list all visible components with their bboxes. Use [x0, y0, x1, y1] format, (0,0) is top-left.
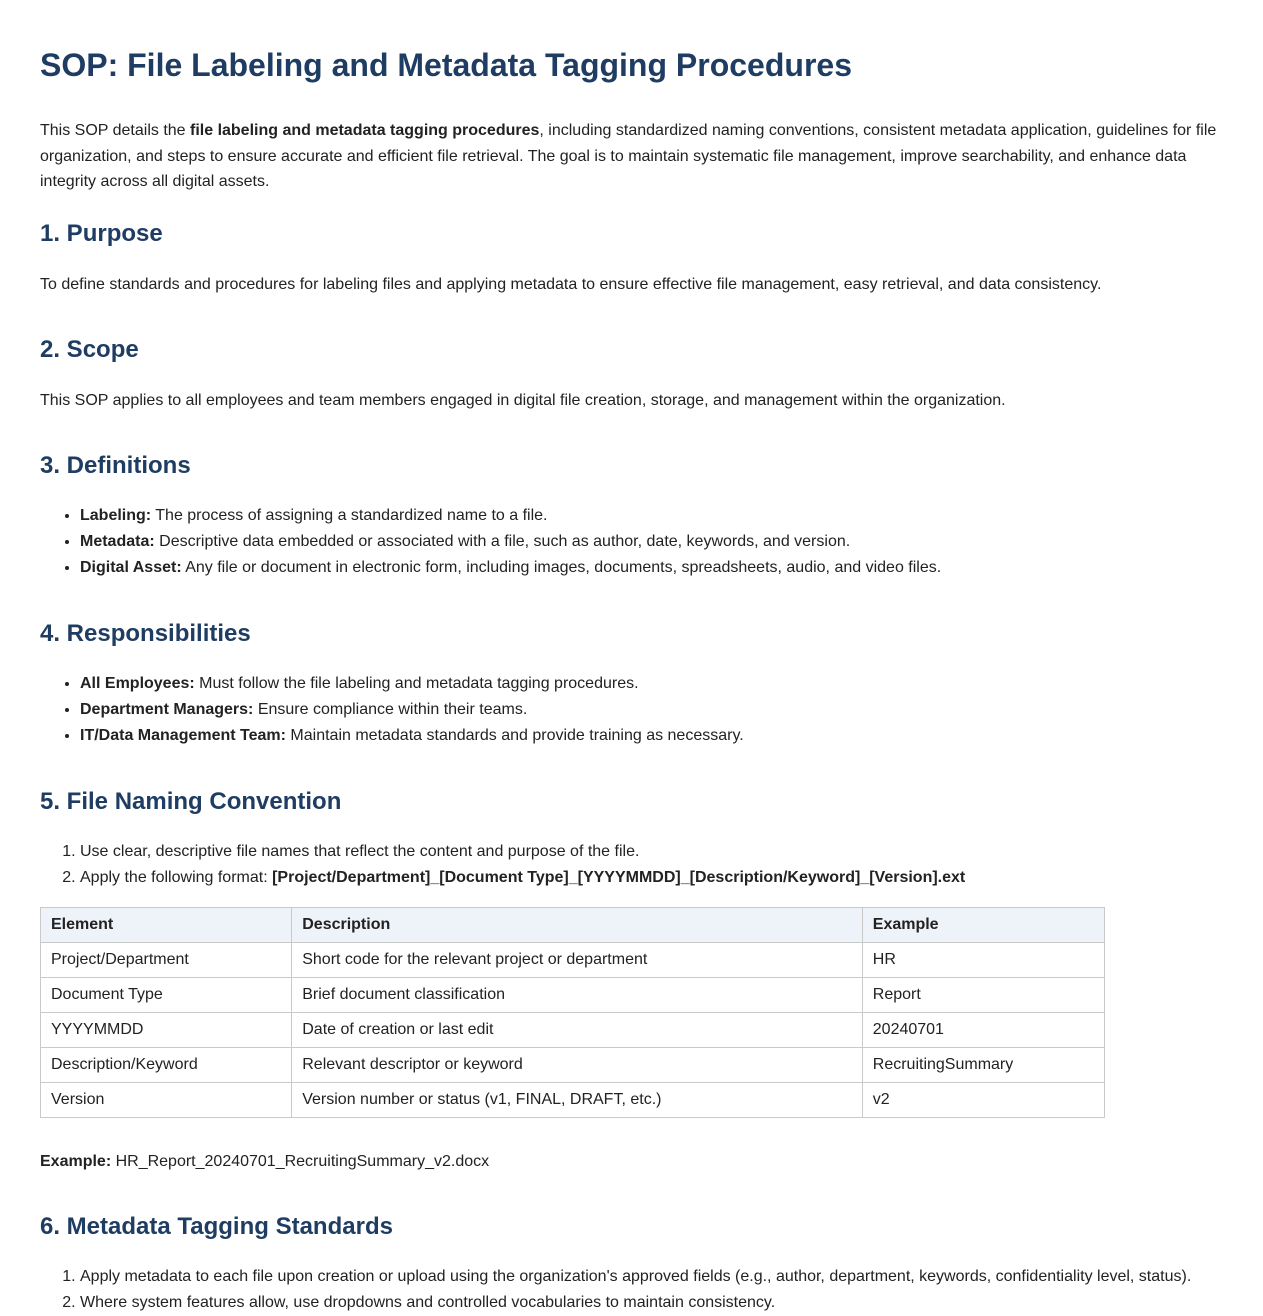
metadata-step-text: Where system features allow, use dropdowns and controlled vocabularies to maintain consistency.: [80, 1293, 776, 1311]
responsibility-text: Maintain metadata standards and provide training as necessary.: [285, 726, 744, 744]
table-cell: Description/Keyword: [41, 1047, 292, 1082]
responsibility-text: Must follow the file labeling and metadata tagging procedures.: [194, 674, 639, 692]
table-cell: RecruitingSummary: [862, 1047, 1104, 1082]
example-label: Example:: [40, 1152, 112, 1170]
column-header: Description: [292, 907, 863, 942]
table-cell: HR: [862, 942, 1104, 977]
list-item: [80, 529, 1223, 555]
table-row: [41, 977, 1105, 1012]
list-item: [80, 865, 1223, 891]
naming-heading: 5. File Naming Convention: [40, 787, 342, 815]
table-cell: Brief document classification: [292, 977, 863, 1012]
table-cell: Version number or status (v1, FINAL, DRAFT, etc.): [292, 1082, 863, 1117]
responsibility-role: All Employees:: [80, 674, 195, 692]
definition-term: Labeling:: [80, 506, 152, 524]
table-cell: v2: [862, 1082, 1104, 1117]
definition-text: The process of assigning a standardized name to a file.: [151, 506, 548, 524]
naming-step-text: Use clear, descriptive file names that reflect the content and purpose of the file.: [80, 842, 640, 860]
definition-term: Digital Asset:: [80, 558, 182, 576]
metadata-step-text: Apply metadata to each file upon creation or upload using the organization's approved fields (e.g., author, department, keywords, confidentiality level, status).: [80, 1267, 1192, 1285]
list-item: [80, 1290, 1223, 1316]
responsibilities-list: [40, 671, 1223, 749]
table-cell: 20240701: [862, 1012, 1104, 1047]
table-row: [41, 1012, 1105, 1047]
responsibility-role: IT/Data Management Team:: [80, 726, 286, 744]
table-cell: Project/Department: [41, 942, 292, 977]
table-row: [41, 942, 1105, 977]
list-item: [80, 697, 1223, 723]
table-header-row: [41, 907, 1105, 942]
purpose-heading: 1. Purpose: [40, 219, 163, 247]
responsibility-role: Department Managers:: [80, 700, 254, 718]
purpose-text: To define standards and procedures for labeling files and applying metadata to ensure effective file management, easy retrieval, and data consistency.: [40, 275, 1102, 293]
list-item: [80, 555, 1223, 581]
list-item: [80, 723, 1223, 749]
intro-bold: file labeling and metadata tagging procedures: [190, 122, 540, 139]
column-header: Element: [41, 907, 292, 942]
table-cell: Version: [41, 1082, 292, 1117]
table-cell: Relevant descriptor or keyword: [292, 1047, 863, 1082]
table-row: [41, 1082, 1105, 1117]
table-cell: Document Type: [41, 977, 292, 1012]
column-header: Example: [862, 907, 1104, 942]
table-cell: Report: [862, 977, 1104, 1012]
intro-prefix: This SOP details the: [40, 122, 190, 139]
naming-format: [Project/Department]_[Document Type]_[YYYYMMDD]_[Description/Keyword]_[Version].ext: [272, 868, 966, 886]
table-cell: YYYYMMDD: [41, 1012, 292, 1047]
definition-term: Metadata:: [80, 532, 155, 550]
naming-steps: [40, 839, 1223, 891]
scope-text: This SOP applies to all employees and team members engaged in digital file creation, storage, and management within the organization.: [40, 391, 1006, 409]
example-value: HR_Report_20240701_RecruitingSummary_v2.docx: [111, 1152, 490, 1170]
metadata-heading: 6. Metadata Tagging Standards: [40, 1212, 393, 1240]
intro-suffix: , including standardized naming conventions, consistent metadata application, guidelines for file organization, and steps to ensure accurate and efficient file retrieval. The goal is to maintain systematic file management, improve searchability, and enhance data integrity across all digital assets.: [40, 122, 1217, 190]
definition-text: Any file or document in electronic form, including images, documents, spreadsheets, audio, and video files.: [181, 558, 942, 576]
list-item: [80, 1264, 1223, 1290]
naming-example: [40, 1150, 1223, 1174]
intro-paragraph: [40, 118, 1223, 195]
definitions-heading: 3. Definitions: [40, 451, 191, 479]
definitions-list: [40, 503, 1223, 581]
list-item: [80, 503, 1223, 529]
naming-step-text: Apply the following format:: [80, 868, 273, 886]
definition-text: Descriptive data embedded or associated with a file, such as author, date, keywords, and version.: [154, 532, 851, 550]
list-item: [80, 671, 1223, 697]
table-cell: Date of creation or last edit: [292, 1012, 863, 1047]
list-item: [80, 839, 1223, 865]
scope-heading: 2. Scope: [40, 335, 139, 363]
table-row: [41, 1047, 1105, 1082]
responsibilities-heading: 4. Responsibilities: [40, 619, 251, 647]
responsibility-text: Ensure compliance within their teams.: [253, 700, 528, 718]
metadata-steps: [40, 1264, 1223, 1316]
table-cell: Short code for the relevant project or department: [292, 942, 863, 977]
naming-table: [40, 907, 1105, 1118]
page-title: SOP: File Labeling and Metadata Tagging Procedures: [40, 47, 852, 83]
